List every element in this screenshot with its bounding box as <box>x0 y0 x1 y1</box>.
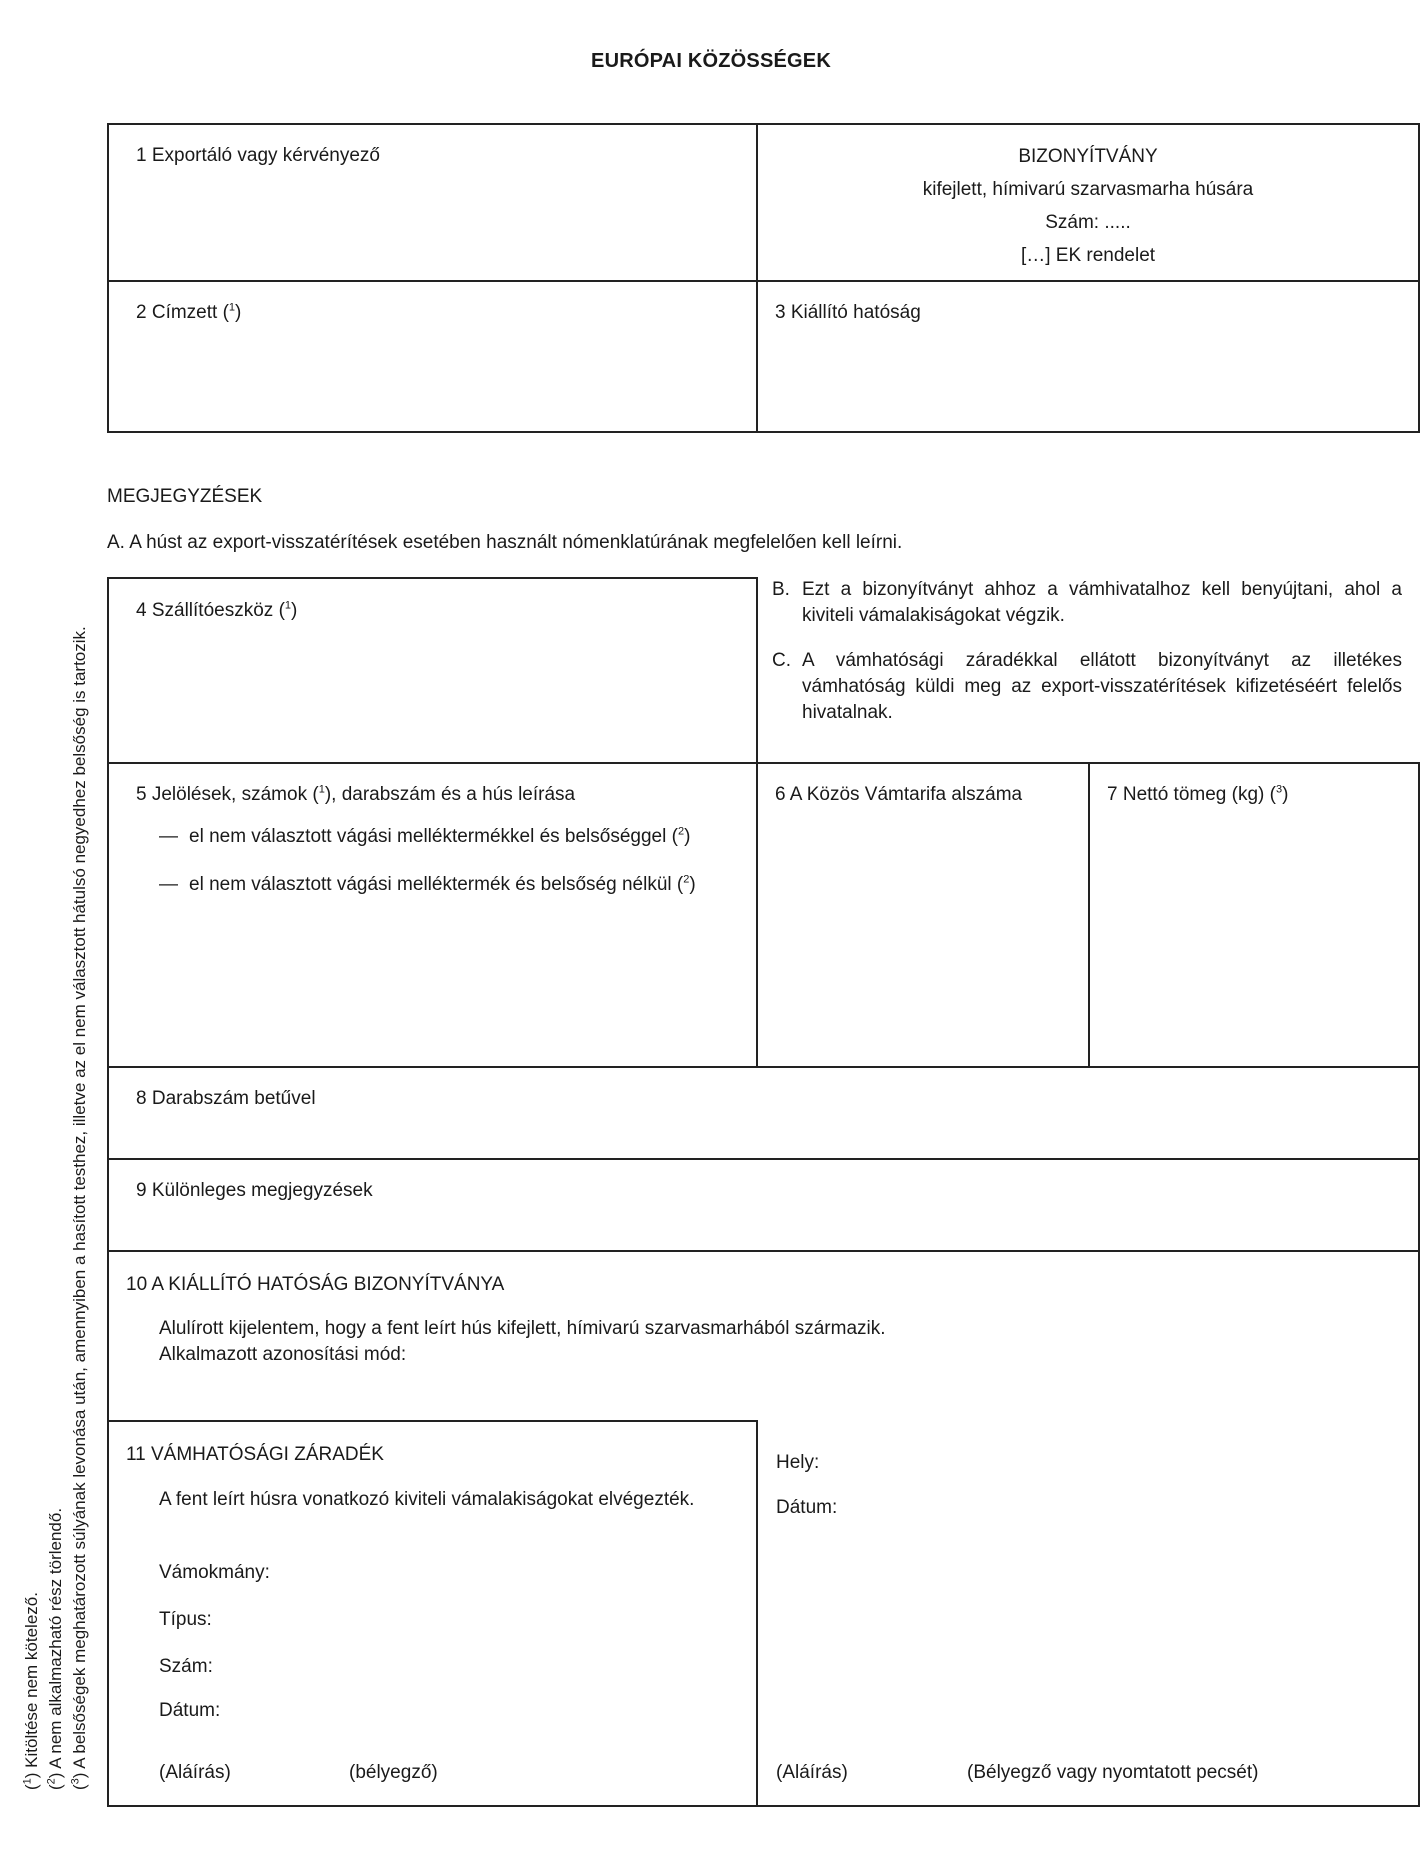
field-10-declaration: Alulírott kijelentem, hogy a fent leírt hús kifejlett, hímivarú szarvasmarhából származik. <box>159 1318 886 1339</box>
field-11-signature[interactable]: (Aláírás) <box>159 1762 231 1783</box>
field-6-tariff-subheading[interactable] <box>756 762 1090 1068</box>
field-7-net-weight[interactable] <box>1088 762 1420 1068</box>
field-11-stamp[interactable]: (bélyegző) <box>349 1762 438 1783</box>
certificate-heading: BIZONYÍTVÁNY <box>1018 146 1158 167</box>
field-2-label: 2 Címzett ($^1$) <box>136 301 242 323</box>
page-title: EURÓPAI KÖZÖSSÉGEK <box>591 50 831 72</box>
field-9-special-remarks[interactable] <box>107 1158 1420 1252</box>
notes-heading: MEGJEGYZÉSEK <box>107 486 263 507</box>
certificate-subtitle: kifejlett, hímivarú szarvasmarha húsára <box>922 179 1254 200</box>
field-2-consignee[interactable] <box>107 280 758 433</box>
field-4-label: 4 Szállítóeszköz ($^1$) <box>136 599 298 621</box>
footnote-2: ($^2$) A nem alkalmazható rész törlendő. <box>45 1507 65 1790</box>
issuer-signature[interactable]: (Aláírás) <box>776 1762 848 1783</box>
field-5-option-without-offal: — el nem választott vágási melléktermék és belsőség nélkül ($^2$) <box>159 873 696 895</box>
field-7-label: 7 Nettó tömeg (kg) ($^3$) <box>1107 783 1289 805</box>
field-4-transport[interactable] <box>107 577 758 764</box>
footnote-1: ($^1$) Kitöltése nem kötelező. <box>21 1592 41 1790</box>
field-5-description[interactable] <box>107 762 758 1068</box>
field-11-customs-endorsement[interactable] <box>107 1420 758 1807</box>
field-11-type[interactable]: Típus: <box>159 1609 212 1630</box>
field-8-label: 8 Darabszám betűvel <box>136 1088 316 1109</box>
certificate-regulation: […] EK rendelet <box>1020 245 1156 266</box>
field-11-text: A fent leírt húsra vonatkozó kiviteli vámalakiságokat elvégezték. <box>159 1489 695 1510</box>
certificate-header <box>756 123 1420 282</box>
field-1-exporter[interactable] <box>107 123 758 282</box>
note-b: B. Ezt a bizonyítványt ahhoz a vámhivatalhoz kell benyújtani, ahol a kiviteli vámalakiságokat végzik. <box>772 579 1402 626</box>
issuer-date[interactable]: Dátum: <box>776 1497 838 1518</box>
issuer-stamp[interactable]: (Bélyegző vagy nyomtatott pecsét) <box>967 1762 1259 1783</box>
field-8-count-in-words[interactable] <box>107 1066 1420 1160</box>
field-3-label: 3 Kiállító hatóság <box>775 302 921 323</box>
field-11-customs-document[interactable]: Vámokmány: <box>159 1562 270 1583</box>
field-10-identification-method: Alkalmazott azonosítási mód: <box>159 1344 407 1365</box>
field-5-label: 5 Jelölések, számok ($^1$), darabszám és a hús leírása <box>136 783 576 805</box>
note-a: A. A húst az export-visszatérítések esetében használt nómenklatúrának megfelelően kell leírni. <box>107 532 903 553</box>
field-1-label: 1 Exportáló vagy kérvényező <box>136 145 380 166</box>
field-11-date[interactable]: Dátum: <box>159 1700 221 1721</box>
field-5-option-with-offal: — el nem választott vágási melléktermékkel és belsőséggel ($^2$) <box>159 825 691 847</box>
certificate-number: Szám: ..... <box>1045 212 1131 233</box>
field-11-label: 11 VÁMHATÓSÁGI ZÁRADÉK <box>126 1444 384 1465</box>
footnote-3: ($^3$) A belsőségek meghatározott súlyának levonása után, amennyiben a hasított testhez, illetve az el nem választott hátulsó negyedhez belsőség is tartozik. <box>69 626 89 1790</box>
field-3-issuing-authority[interactable] <box>756 280 1420 433</box>
note-c: C. A vámhatósági záradékkal ellátott bizonyítványt az illetékes vámhatóság küldi meg az export-visszatérítések kifizetéséért felelős hivatalnak. <box>772 650 1402 723</box>
issuer-place[interactable]: Hely: <box>776 1452 820 1473</box>
field-11-number[interactable]: Szám: <box>159 1656 213 1677</box>
field-6-label: 6 A Közös Vámtarifa alszáma <box>775 784 1023 805</box>
field-10-label: 10 A KIÁLLÍTÓ HATÓSÁG BIZONYÍTVÁNYA <box>126 1274 505 1295</box>
field-9-label: 9 Különleges megjegyzések <box>136 1180 373 1201</box>
